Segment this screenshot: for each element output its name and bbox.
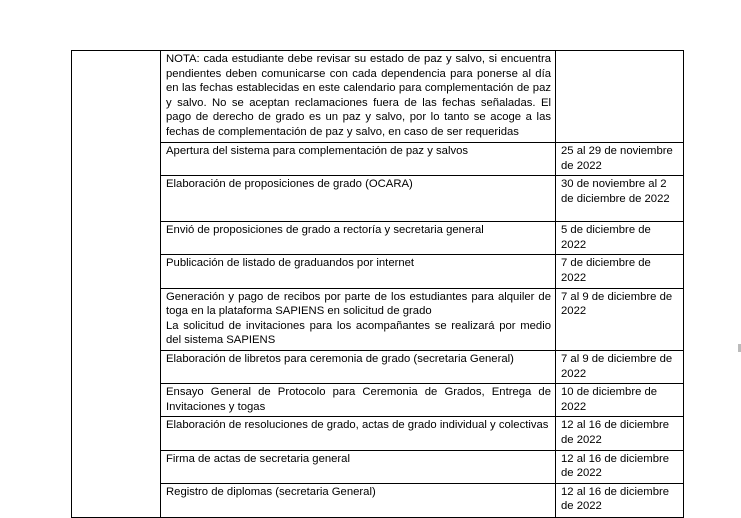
activity-cell: Elaboración de proposiciones de grado (OCARA) (161, 176, 556, 222)
activity-cell: Elaboración de libretos para ceremonia de grado (secretaria General) (161, 350, 556, 383)
date-cell: 30 de noviembre al 2 de diciembre de 2022 (556, 176, 684, 222)
table-row (72, 417, 684, 450)
table-row (72, 384, 684, 417)
date-cell: 12 al 16 de diciembre de 2022 (556, 450, 684, 483)
table-row (72, 176, 684, 222)
date-cell: 25 al 29 de noviembre de 2022 (556, 143, 684, 176)
table-row (72, 143, 684, 176)
date-cell: 5 de diciembre de 2022 (556, 222, 684, 255)
activity-cell: Publicación de listado de graduandos por internet (161, 255, 556, 288)
activity-cell: Firma de actas de secretaria general (161, 450, 556, 483)
date-cell: 7 al 9 de diciembre de 2022 (556, 288, 684, 350)
table-row (72, 255, 684, 288)
table-row (72, 222, 684, 255)
activity-cell (161, 288, 556, 350)
date-cell: 7 al 9 de diciembre de 2022 (556, 350, 684, 383)
table-row (72, 51, 684, 143)
date-cell: 12 al 16 de diciembre de 2022 (556, 483, 684, 517)
graduation-schedule-table (71, 50, 684, 518)
left-empty-cell (72, 51, 161, 518)
note-cell: NOTA: cada estudiante debe revisar su estado de paz y salvo, si encuentra pendientes deben comunicarse con cada dependencia para ponerse al día en las fechas establecidas en este calendario para complementación de paz y salvo. No se aceptan reclamaciones fuera de las fechas señaladas. El pago de derecho de grado es un paz y salvo, por lo tanto se acoge a las fechas de complementación de paz y salvo, en caso de ser requeridas (161, 51, 556, 143)
table-row (72, 450, 684, 483)
activity-note-text: La solicitud de invitaciones para los acompañantes se realizará por medio del sistema SAPIENS (166, 319, 551, 347)
table-row (72, 288, 684, 350)
table-row (72, 483, 684, 517)
date-cell: 12 al 16 de diciembre de 2022 (556, 417, 684, 450)
date-cell (556, 51, 684, 143)
date-cell: 7 de diciembre de 2022 (556, 255, 684, 288)
date-cell: 10 de diciembre de 2022 (556, 384, 684, 417)
activity-cell: Apertura del sistema para complementación de paz y salvos (161, 143, 556, 176)
table-row (72, 350, 684, 383)
activity-cell: Elaboración de resoluciones de grado, actas de grado individual y colectivas (161, 417, 556, 450)
activity-cell: Ensayo General de Protocolo para Ceremonia de Grados, Entrega de Invitaciones y togas (161, 384, 556, 417)
activity-cell: Envió de proposiciones de grado a rectoría y secretaria general (161, 222, 556, 255)
activity-cell: Registro de diplomas (secretaria General) (161, 483, 556, 517)
activity-text: Generación y pago de recibos por parte de los estudiantes para alquiler de toga en la plataforma SAPIENS en solicitud de grado (166, 290, 551, 318)
